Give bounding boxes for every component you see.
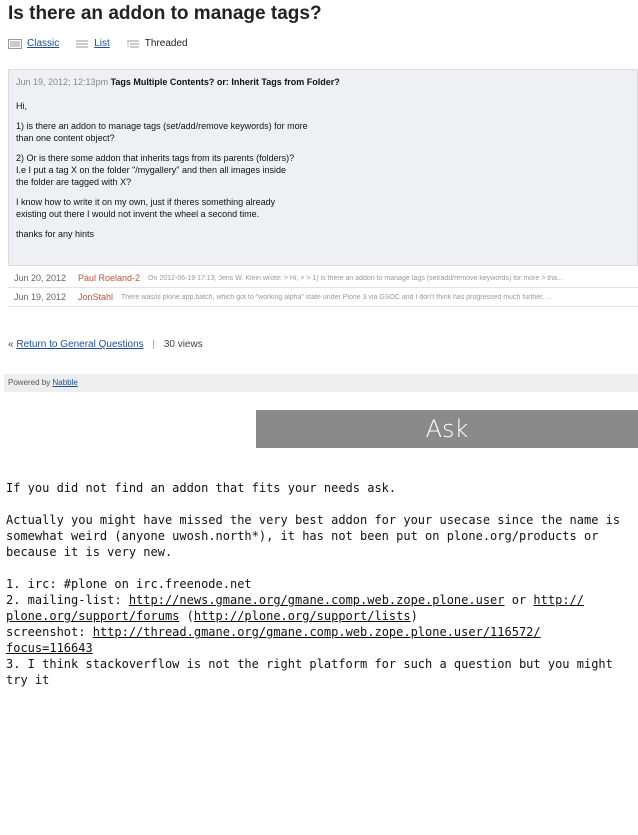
ask-heading-text: Ask: [425, 415, 469, 443]
nav-prefix: «: [8, 339, 14, 350]
answer-item-mailing: 2. mailing-list: http://news.gmane.org/gmane.comp.web.zope.plone.user or http:// plone.org/support/forums (http://plone.org/support/lists): [6, 593, 584, 623]
answer-list: [6, 576, 632, 688]
view-classic-link[interactable]: Classic: [27, 38, 60, 49]
answer-explanation: Actually you might have missed the very best addon for your usecase since the name is somewhat weird (anyone uwosh.north*), it has not been put on plone.org/products or because it is very new.: [6, 513, 621, 559]
ask-heading: [256, 410, 638, 448]
reply-author[interactable]: Paul Roeland-2: [78, 273, 141, 283]
post-thanks: thanks for any hints: [16, 229, 95, 239]
powered-by-bar: [4, 374, 638, 392]
return-link[interactable]: Return to General Questions: [16, 339, 144, 350]
reply-date: Jun 19, 2012: [14, 292, 67, 302]
reply-date: Jun 20, 2012: [14, 273, 67, 283]
post-question-1: 1) is there an addon to manage tags (set/add/remove keywords) for more than one content object?: [16, 121, 308, 143]
list-view-icon: [75, 39, 89, 49]
screenshot-link[interactable]: http://thread.gmane.org/gmane.comp.web.zope.plone.user/116572/ focus=116643: [6, 625, 541, 655]
post-date: Jun 19, 2012; 12:13pm: [16, 77, 109, 87]
reply-author[interactable]: JonStahl: [78, 292, 114, 302]
page-title: Is there an addon to manage tags?: [8, 3, 322, 24]
answer-item-stackoverflow: 3. I think stackoverflow is not the right platform for such a question but you might try it: [6, 657, 613, 687]
nav-separator: |: [152, 339, 156, 350]
view-list[interactable]: [75, 38, 110, 49]
view-list-link[interactable]: List: [94, 38, 110, 49]
lists-link[interactable]: http://plone.org/support/lists: [193, 609, 411, 623]
post-header: [16, 76, 630, 88]
answer-intro: If you did not find an addon that fits your needs ask.: [6, 481, 397, 495]
post-greeting: Hi,: [16, 101, 27, 111]
view-switcher: [8, 38, 204, 49]
reply-snippet: There was/is plone.app.batch, which got to "working alpha" state under Plone 3 via GSOC and I don't think has progressed much further. ...: [121, 293, 552, 301]
forum-post: [8, 69, 638, 266]
answer-item-irc: 1. irc: #plone on irc.freenode.net: [6, 577, 252, 591]
classic-view-icon: [8, 39, 22, 49]
view-threaded[interactable]: [126, 38, 188, 49]
answer-screenshot: screenshot: http://thread.gmane.org/gmane.comp.web.zope.plone.user/116572/ focus=116643: [6, 625, 541, 655]
threaded-view-icon: [126, 39, 140, 49]
view-classic[interactable]: [8, 38, 59, 49]
forums-link[interactable]: http:// plone.org/support/forums: [6, 593, 584, 623]
post-know: I know how to write it on my own, just if theres something already existing out there I would not invent the wheel a second time.: [16, 197, 276, 219]
thread-nav: [8, 339, 203, 350]
reply-row[interactable]: [8, 269, 638, 288]
reply-list: [8, 269, 638, 307]
gmane-link[interactable]: http://news.gmane.org/gmane.comp.web.zope.plone.user: [128, 593, 505, 607]
post-question-2: 2) Or is there some addon that inherits tags from its parents (folders)? I.e I put a tag X on the folder "/mygallery" and then all images inside the folder are tagged with X?: [16, 153, 295, 187]
reply-row[interactable]: [8, 288, 638, 307]
reply-snippet: On 2012-06-19 17:13, Jens W. Klein wrote: > Hi, > > 1) is there an addon to manage tags (set/add/remove keywords) for more > tha...: [148, 274, 563, 282]
view-threaded-label[interactable]: Threaded: [144, 38, 188, 49]
powered-prefix: Powered by: [8, 378, 51, 387]
answer-body: [6, 480, 632, 688]
nabble-link[interactable]: Nabble: [52, 378, 78, 387]
view-count: 30 views: [163, 339, 203, 350]
post-subject: Tags Multiple Contents? or: Inherit Tags from Folder?: [110, 77, 340, 87]
